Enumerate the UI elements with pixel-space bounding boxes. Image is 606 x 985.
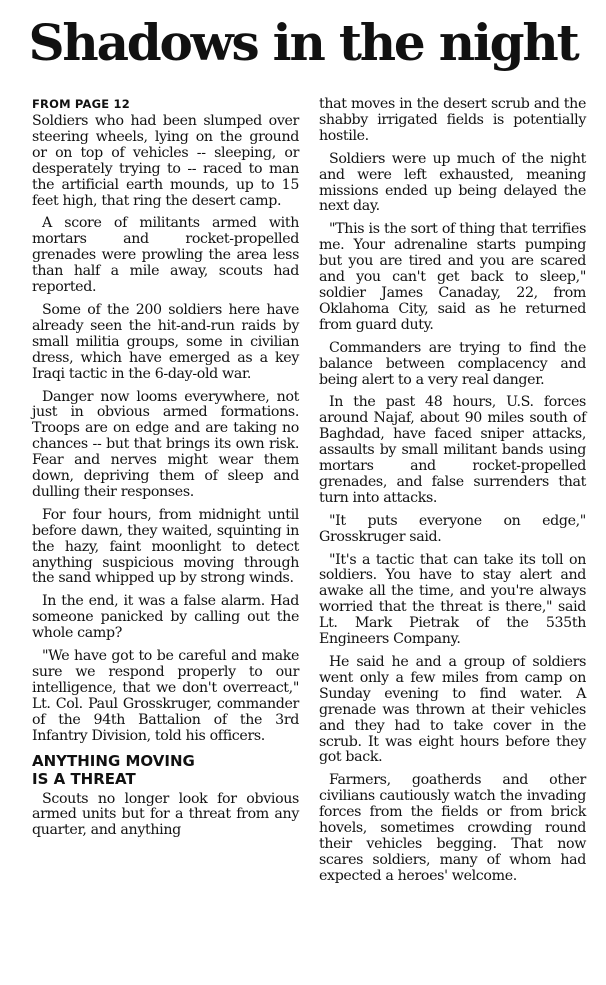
paragraph: "This is the sort of thing that terrifies me. Your adrenaline starts pumping but you are tired and you are scared and you can't get back to sleep," soldier James Canaday, 22, from Oklahoma City, said as he returned from guard duty. xyxy=(319,221,586,333)
headline: Shadows in the night xyxy=(28,13,578,72)
subhead-line: ANYTHING MOVING xyxy=(32,751,195,770)
paragraph: Farmers, goatherds and other civilians cautiously watch the invading forces from the fields or from brick hovels, sometimes crowding round their vehicles begging. That now scares soldiers, many of whom had expected a heroes' welcome. xyxy=(319,772,586,884)
paragraph: "It puts everyone on edge," Grosskruger said. xyxy=(319,512,586,545)
paragraph: Commanders are trying to find the balance between complacency and being alert to a very real danger. xyxy=(319,339,586,388)
paragraph: Danger now looms everywhere, not just in obvious armed formations. Troops are on edge and are taking no chances -- but that brings its own risk. Fear and nerves might wear them down, depriving them of sleep and dulling their responses. xyxy=(32,388,299,500)
paragraph: He said he and a group of soldiers went only a few miles from camp on Sunday evening to find water. A grenade was thrown at their vehicles and they had to take cover in the scrub. It was eight hours before they got back. xyxy=(319,654,586,766)
left-column xyxy=(32,97,299,846)
paragraph: In the end, it was a false alarm. Had someone panicked by calling out the whole camp? xyxy=(32,593,299,642)
paragraph: For four hours, from midnight until before dawn, they waited, squinting in the hazy, faint moonlight to detect anything suspicious moving through the sand whipped up by strong winds. xyxy=(32,506,299,587)
paragraph: "We have got to be careful and make sure we respond properly to our intelligence, that we don't overreact," Lt. Col. Paul Grosskruger, commander of the 94th Battalion of the 3rd Infantry Division, told his officers. xyxy=(32,648,299,744)
subhead xyxy=(32,752,299,788)
paragraph: Some of the 200 soldiers here have already seen the hit-and-run raids by small militia groups, some in civilian dress, which have emerged as a key Iraqi tactic in the 6-day-old war. xyxy=(32,301,299,382)
paragraph: A score of militants armed with mortars and rocket-propelled grenades were prowling the area less than half a mile away, scouts had reported. xyxy=(32,215,299,296)
paragraph: Scouts no longer look for obvious armed units but for a threat from any quarter, and anything xyxy=(32,790,299,839)
paragraph: Soldiers who had been slumped over steering wheels, lying on the ground or on top of vehicles -- sleeping, or desperately trying to -- raced to man the artificial earth mounds, up to 15 feet high, that ring the desert camp. xyxy=(32,113,299,209)
continuation-kicker: FROM PAGE 12 xyxy=(32,97,130,111)
right-column xyxy=(319,97,586,892)
paragraph: "It's a tactic that can take its toll on soldiers. You have to stay alert and awake all the time, and you're always worried that the threat is there," said Lt. Mark Pietrak of the 535th Engineers Company. xyxy=(319,551,586,648)
paragraph: In the past 48 hours, U.S. forces around Najaf, about 90 miles south of Baghdad, have faced sniper attacks, assaults by small militant bands using mortars and rocket-propelled grenades, and false surrenders that turn into attacks. xyxy=(319,394,586,506)
subhead-line: IS A THREAT xyxy=(32,769,136,788)
paragraph: Soldiers were up much of the night and were left exhausted, meaning missions ended up being delayed the next day. xyxy=(319,150,586,215)
paragraph: that moves in the desert scrub and the shabby irrigated fields is potentially hostile. xyxy=(319,96,586,144)
